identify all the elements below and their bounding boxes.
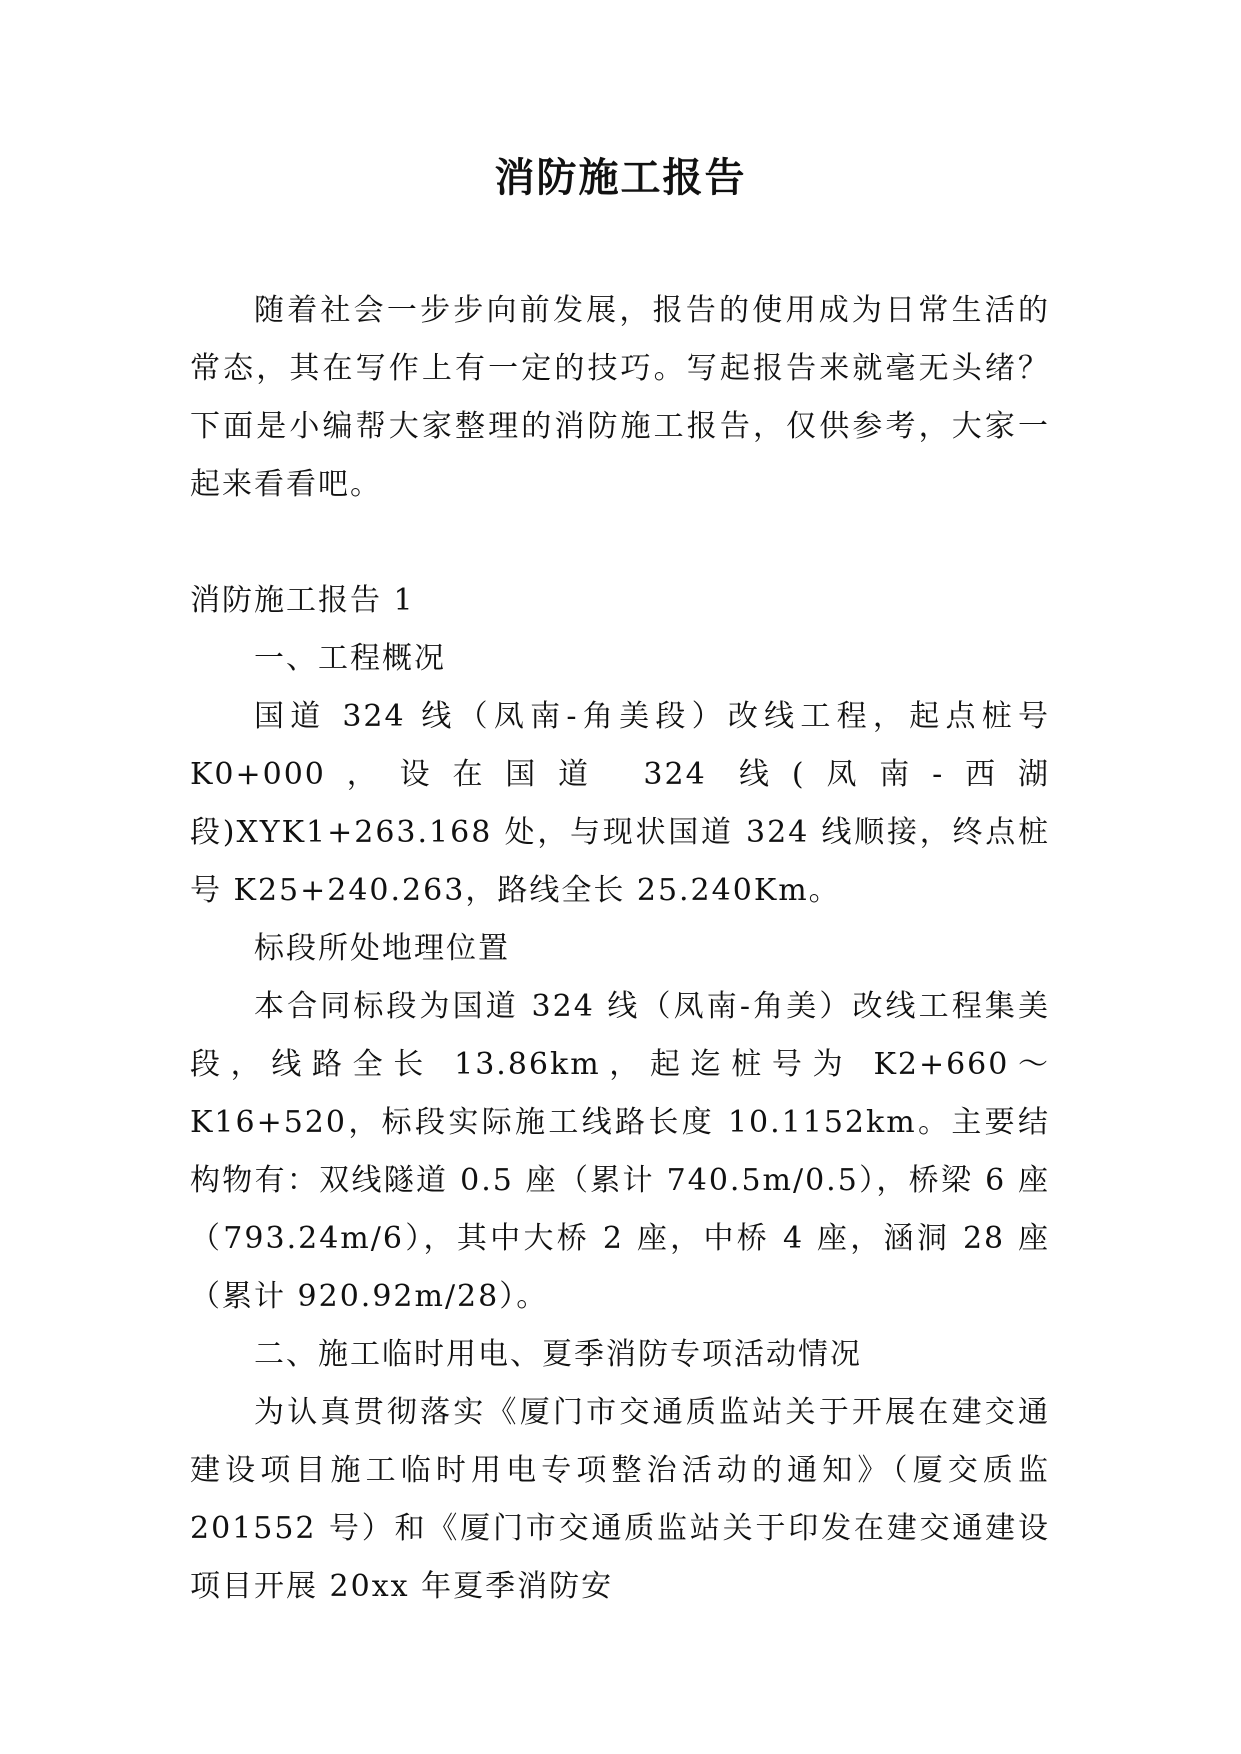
document-body: [190, 282, 1050, 1616]
heading-activities: 二、施工临时用电、夏季消防专项活动情况: [254, 1337, 862, 1372]
document-title: 消防施工报告: [494, 154, 747, 201]
subheading-location: 标段所处地理位置: [254, 931, 510, 966]
intro-paragraph: 随着社会一步步向前发展，报告的使用成为日常生活的常态，其在写作上有一定的技巧。写起报告来就毫无头绪？下面是小编帮大家整理的消防施工报告，仅供参考，大家一起来看看吧。: [190, 293, 1050, 502]
location-paragraph: 本合同标段为国道 324 线（凤南-角美）改线工程集美段，线路全长 13.86km，起迄桩号为 K2+660～K16+520，标段实际施工线路长度 10.1152km。主要结构物有：双线隧道 0.5 座（累计 740.5m/0.5），桥梁 6 座（793.24m/6），其中大桥 2 座，中桥 4 座，涵洞 28 座（累计 920.92m/28）。: [190, 989, 1050, 1314]
paragraph-spacer: [190, 514, 1050, 572]
section-title: 消防施工报告 1: [190, 583, 415, 618]
overview-paragraph: 国道 324 线（凤南-角美段）改线工程，起点桩号 K0+000，设在国道 324 线(凤南-西湖段)XYK1+263.168 处，与现状国道 324 线顺接，终点桩号 K25+240.263，路线全长 25.240Km。: [190, 699, 1050, 908]
activities-paragraph: 为认真贯彻落实《厦门市交通质监站关于开展在建交通建设项目施工临时用电专项整治活动的通知》（厦交质监 201552 号）和《厦门市交通质监站关于印发在建交通建设项目开展 20xx 年夏季消防安: [190, 1395, 1050, 1604]
heading-overview: 一、工程概况: [254, 641, 446, 676]
